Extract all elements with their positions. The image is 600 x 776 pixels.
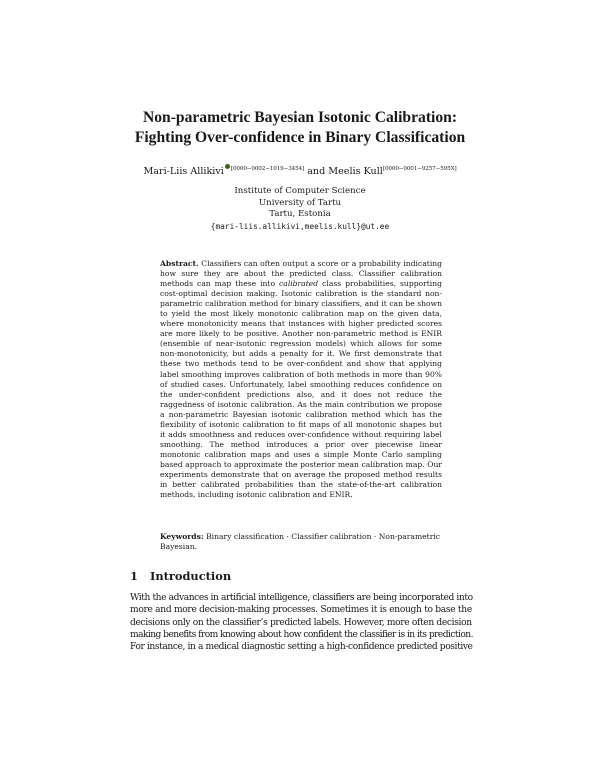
author-2-orcid: [0000−0001−9257−595X] xyxy=(382,166,457,172)
abstract-emphasis: calibrated xyxy=(279,279,319,289)
body-line: With the advances in artificial intelligence, classifiers are being incorporated into xyxy=(130,593,473,603)
title-line-2: Fighting Over-confidence in Binary Classification xyxy=(134,129,466,146)
keywords xyxy=(160,532,442,552)
title-line-1: Non-parametric Bayesian Isotonic Calibration: xyxy=(142,109,458,126)
author-connector: and xyxy=(304,166,329,177)
body-line: making benefits from knowing about how confident the classifier is in its prediction. xyxy=(130,630,473,641)
affiliation-email: {mari-liis.allikivi,meelis.kull}@ut.ee xyxy=(210,221,390,231)
affiliation-institute: Institute of Computer Science xyxy=(234,186,366,196)
introduction-body xyxy=(130,592,472,654)
author-1-orcid: [0000−0002−1019−3454] xyxy=(224,166,304,172)
body-line: more and more decision-making processes. Sometimes it is enough to base the xyxy=(130,605,472,616)
author-2-name: Meelis Kull xyxy=(328,166,383,177)
section-number: 1 xyxy=(130,569,138,583)
affiliation-block xyxy=(60,186,540,232)
affiliation-city: Tartu, Estonia xyxy=(269,209,331,219)
author-list xyxy=(60,163,540,178)
section-title: Introduction xyxy=(150,569,232,583)
author-1-name: Mari-Liis Allikivi xyxy=(143,166,224,177)
section-heading-introduction xyxy=(130,569,470,583)
envelope-icon xyxy=(225,164,230,169)
abstract xyxy=(160,259,442,500)
keywords-label: Keywords: xyxy=(160,532,204,541)
body-line: For instance, in a medical diagnostic setting a high-confidence predicted positive xyxy=(130,642,473,653)
abstract-text-1: Classifiers can often output a score or a probability indicating how sure they are about the predicted class. Classifier calibration methods can map these into xyxy=(160,259,442,289)
paper-title xyxy=(60,108,540,148)
body-line: decisions only on the classifier’s predicted labels. However, more often decision xyxy=(130,617,472,628)
affiliation-university: University of Tartu xyxy=(258,197,342,208)
abstract-label: Abstract. xyxy=(160,259,199,268)
abstract-text-2: class probabilities, supporting cost-optimal decision making. Isotonic calibration is the standard non-parametric calibration method for binary classifiers, and it can be shown to yield the most likely monotonic calibration map on the given data, where monotonicity means that instances with higher predicted scores are more likely to be positive. Another non-parametric method is ENIR (ensemble of near-isotonic regression models) which allows for some non-monotonicity, but adds a penalty for it. We first demonstrate that these two methods tend to be over-confident and show that applying label smoothing improves calibration of both methods in more than 90% of studied cases. Unfortunately, label smoothing reduces confidence on the under-confident predictions also, and it does not reduce the raggedness of isotonic calibration. As the main contribution we propose a non-parametric Bayesian isotonic calibration method which has the flexibility of isotonic calibration to fit maps of all monotonic shapes but it adds smoothness and reduces over-confidence without requiring label smoothing. The method introduces a prior over piecewise linear monotonic calibration maps and uses a simple Monte Carlo sampling based approach to approximate the posterior mean calibration map. Our experiments demonstrate that on average the proposed method results in better calibrated probabilities than the state-of-the-art calibration methods, including isotonic calibration and ENIR. xyxy=(160,279,442,500)
keywords-text: Binary classification · Classifier calibration · Non-parametric Bayesian. xyxy=(160,532,441,552)
